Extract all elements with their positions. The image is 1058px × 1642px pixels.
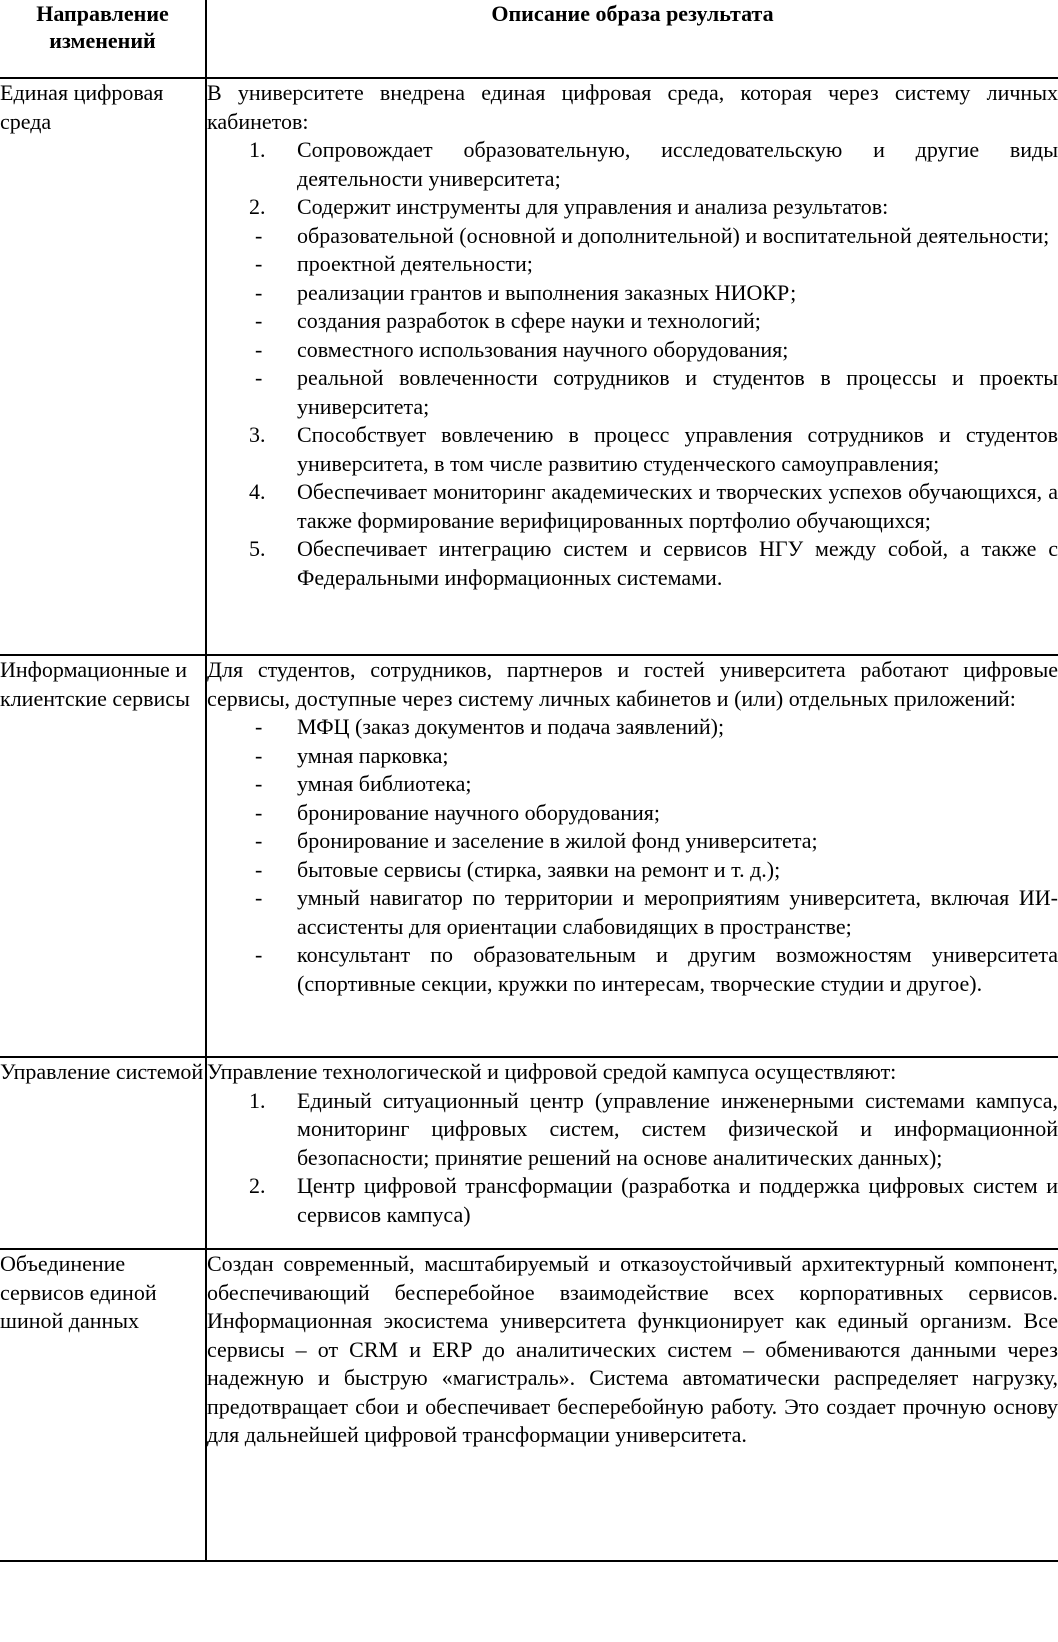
list-item-text: Содержит инструменты для управления и анализа результатов:: [297, 194, 889, 219]
list-item: [207, 713, 1058, 742]
list-item: [207, 307, 1058, 336]
list-item-text: МФЦ (заказ документов и подача заявлений);: [297, 714, 725, 739]
list-item-marker: 3.: [249, 422, 266, 447]
list-item-marker: 1.: [249, 1087, 266, 1113]
list-item-marker: 1.: [249, 137, 266, 162]
direction-cell: Управление системой: [0, 1057, 206, 1249]
list-item: [207, 535, 1058, 592]
table-row: [0, 1057, 1058, 1249]
description-cell: [206, 1057, 1058, 1249]
list-item-text: реализации грантов и выполнения заказных НИОКР;: [297, 279, 797, 305]
list-item-marker: -: [255, 799, 263, 825]
list-item: [207, 478, 1058, 535]
list-item-text: Сопровождает образовательную, исследовательскую и другие виды деятельности университета;: [297, 137, 1058, 191]
table-row: [0, 655, 1058, 1057]
table-row: [0, 1249, 1058, 1561]
list-item-text: проектной деятельности;: [297, 251, 533, 276]
list-item-text: бытовые сервисы (стирка, заявки на ремонт и т. д.);: [297, 856, 781, 882]
list-item-marker: -: [255, 885, 263, 910]
list-item-text: умный навигатор по территории и мероприятиям университета, включая ИИ-ассистенты для ориентации слабовидящих в пространстве;: [297, 885, 1058, 939]
list-item-marker: -: [255, 942, 263, 967]
list-item-marker: -: [255, 222, 263, 248]
list-item-text: бронирование научного оборудования;: [297, 799, 660, 825]
list-item-marker: -: [255, 714, 263, 739]
description-list: [207, 136, 1058, 592]
list-item-marker: -: [255, 279, 263, 305]
description-cell: [206, 655, 1058, 1057]
list-item-marker: -: [255, 308, 263, 333]
list-item-text: умная парковка;: [297, 742, 449, 768]
table-row: [0, 78, 1058, 655]
list-item: [207, 827, 1058, 856]
list-item-text: Обеспечивает мониторинг академических и творческих успехов обучающихся, а также формирование верифицированных портфолио обучающихся;: [297, 479, 1058, 533]
table-header-row: [0, 0, 1058, 78]
direction-cell: Единая цифровая среда: [0, 78, 206, 655]
list-item: [207, 1087, 1058, 1173]
list-item: [207, 1172, 1058, 1229]
description-intro: В университете внедрена единая цифровая среда, которая через систему личных кабинетов:: [207, 80, 1058, 134]
list-item-marker: -: [255, 336, 263, 362]
list-item: [207, 364, 1058, 421]
list-item-text: Центр цифровой трансформации (разработка и поддержка цифровых систем и сервисов кампуса): [297, 1173, 1058, 1227]
list-item: [207, 222, 1058, 251]
list-item-text: образовательной (основной и дополнительной) и воспитательной деятельности;: [297, 222, 1050, 248]
list-item-marker: -: [255, 251, 263, 276]
list-item-text: Единый ситуационный центр (управление инженерными системами кампуса, мониторинг цифровых систем, систем физической и информационной безопасности; принятие решений на основе аналитических данных);: [297, 1087, 1058, 1170]
list-item: [207, 421, 1058, 478]
list-item: [207, 941, 1058, 998]
list-item-text: Способствует вовлечению в процесс управления сотрудников и студентов университета, в том числе развитию студенческого самоуправления;: [297, 422, 1058, 476]
list-item: [207, 856, 1058, 885]
list-item-marker: 4.: [249, 479, 266, 504]
list-item-marker: -: [255, 365, 263, 390]
list-item: [207, 136, 1058, 193]
list-item-marker: -: [255, 828, 263, 853]
header-description: Описание образа результата: [206, 0, 1058, 78]
list-item-text: Обеспечивает интеграцию систем и сервисов НГУ между собой, а также с Федеральными информационных системами.: [297, 536, 1058, 590]
list-item-marker: 2.: [249, 1173, 266, 1198]
list-item: [207, 799, 1058, 828]
list-item-marker: -: [255, 742, 263, 768]
list-item-text: реальной вовлеченности сотрудников и студентов в процессы и проекты университета;: [297, 365, 1058, 419]
list-item: [207, 250, 1058, 279]
list-item-text: бронирование и заселение в жилой фонд университета;: [297, 828, 818, 853]
description-cell: [206, 1249, 1058, 1561]
list-item-text: совместного использования научного оборудования;: [297, 336, 789, 362]
list-item-marker: 2.: [249, 194, 266, 219]
description-intro: Управление технологической и цифровой средой кампуса осуществляют:: [207, 1059, 897, 1084]
list-item-marker: -: [255, 856, 263, 882]
list-item: [207, 770, 1058, 799]
description-list: [207, 713, 1058, 998]
description-intro: Для студентов, сотрудников, партнеров и гостей университета работают цифровые сервисы, доступные через систему личных кабинетов и (или) отдельных приложений:: [207, 657, 1058, 711]
list-item: [207, 336, 1058, 365]
description-list: [207, 1087, 1058, 1230]
list-item-marker: -: [255, 771, 263, 796]
description-paragraph: Создан современный, масштабируемый и отказоустойчивый архитектурный компонент, обеспечивающий бесперебойное взаимодействие всех корпоративных сервисов. Информационная экосистема университета функционирует как единый организм. Все сервисы – от CRM и ERP до аналитических систем – обмениваются данными через надежную и быструю «магистраль». Система автоматически распределяет нагрузку, предотвращает сбои и обеспечивает бесперебойную работу. Это создает прочную основу для дальнейшей цифровой трансформации университета.: [207, 1251, 1058, 1447]
header-direction: Направление изменений: [0, 0, 206, 78]
list-item: [207, 193, 1058, 222]
list-item: [207, 884, 1058, 941]
list-item-text: консультант по образовательным и другим возможностям университета (спортивные секции, кружки по интересам, творческие студии и другое).: [297, 942, 1058, 996]
direction-cell: Объединение сервисов единой шиной данных: [0, 1249, 206, 1561]
list-item: [207, 279, 1058, 308]
list-item-marker: 5.: [249, 536, 266, 561]
list-item-text: создания разработок в сфере науки и технологий;: [297, 308, 761, 333]
list-item: [207, 742, 1058, 771]
direction-cell: Информационные и клиентские сервисы: [0, 655, 206, 1057]
description-cell: [206, 78, 1058, 655]
list-item-text: умная библиотека;: [297, 771, 472, 796]
